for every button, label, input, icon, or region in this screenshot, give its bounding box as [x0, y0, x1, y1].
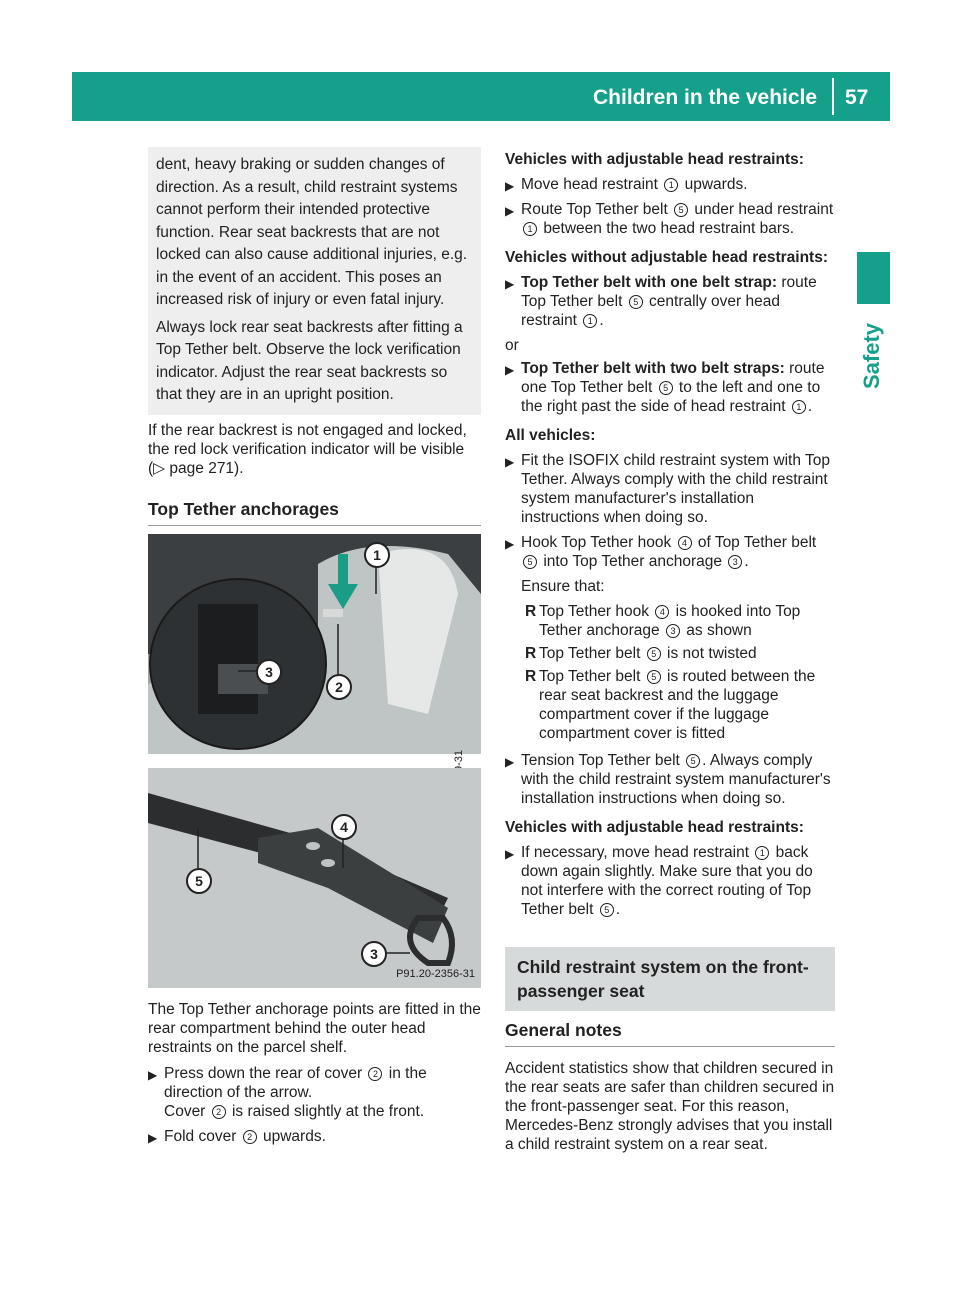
- side-tab-marker: [857, 252, 890, 304]
- bullet-icon: R: [525, 603, 537, 620]
- callout-number: 5: [647, 670, 661, 684]
- callout-number: 5: [629, 295, 643, 309]
- section-title-box: Child restraint system on the front-passenger seat: [505, 947, 835, 1011]
- callout-number: 5: [647, 647, 661, 661]
- subheading: Vehicles without adjustable head restraints:: [505, 249, 829, 266]
- figure-callout-3: 3: [361, 941, 387, 967]
- callout-number: 1: [583, 314, 597, 328]
- arrow-right-icon: ▶: [505, 179, 515, 193]
- figure-code: P91.20-2356-31: [396, 967, 475, 980]
- figure-callout-2: 2: [326, 674, 352, 700]
- instruction-step: ▶ Tension Top Tether belt 5 . Always comply with the child restraint system manufacturer's installation instructions when doing so.: [505, 752, 831, 807]
- callout-number: 4: [655, 605, 669, 619]
- instruction-step: ▶ Top Tether belt with two belt straps: route one Top Tether belt 5 to the left and one to the right past the side of head restraint 1 .: [505, 360, 825, 415]
- callout-number: 5: [659, 381, 673, 395]
- section-title: General notes: [505, 1021, 835, 1047]
- instruction-step: ▶ Top Tether belt with one belt strap: route Top Tether belt 5 centrally over head restraint 1 .: [505, 274, 817, 329]
- instruction-step: ▶ Fold cover 2 upwards.: [148, 1127, 481, 1146]
- arrow-right-icon: ▶: [148, 1130, 158, 1145]
- instruction-step: ▶ Press down the rear of cover 2 in the direction of the arrow. Cover 2 is raised slightly at the front.: [148, 1064, 427, 1120]
- arrow-right-icon: ▶: [505, 537, 515, 551]
- callout-number: 2: [243, 1130, 257, 1144]
- callout-number: 5: [523, 555, 537, 569]
- callout-number: 1: [755, 846, 769, 860]
- subheading: Vehicles with adjustable head restraints:: [505, 819, 804, 836]
- arrow-right-icon: ▶: [505, 847, 515, 861]
- or-text: or: [505, 337, 519, 354]
- left-column: [148, 150, 481, 1152]
- figure-callout-5: 5: [186, 868, 212, 894]
- callout-number: 3: [666, 624, 680, 638]
- side-tab-label: Safety: [859, 322, 884, 390]
- callout-number: 2: [212, 1105, 226, 1119]
- arrow-right-icon: ▶: [505, 277, 515, 291]
- arrow-right-icon: ▶: [505, 363, 515, 377]
- instruction-step: ▶ Move head restraint 1 upwards.: [505, 175, 835, 194]
- instruction-step: ▶ Fit the ISOFIX child restraint system with Top Tether. Always comply with the child restraint system manufacturer's installation instructions when doing so.: [505, 452, 830, 526]
- figure-callout-1: 1: [364, 542, 390, 568]
- callout-number: 1: [792, 400, 806, 414]
- callout-number: 1: [664, 178, 678, 192]
- anchorage-paragraph: The Top Tether anchorage points are fitted in the rear compartment behind the outer head restraints on the parcel shelf.: [148, 1000, 481, 1056]
- arrow-right-icon: ▶: [505, 755, 515, 769]
- subheading: Vehicles with adjustable head restraints:: [505, 151, 804, 168]
- warning-box: [148, 147, 481, 415]
- callout-number: 5: [686, 754, 700, 768]
- bullet-item: R Top Tether hook 4 is hooked into Top Tether anchorage 3 as shown: [525, 603, 801, 639]
- instruction-step: ▶ Hook Top Tether hook 4 of Top Tether belt 5 into Top Tether anchorage 3 .: [505, 534, 817, 570]
- right-column: [505, 150, 835, 1163]
- figure-image: [148, 534, 481, 754]
- figure-callout-4: 4: [331, 814, 357, 840]
- figure-top-tether-cover: [148, 534, 481, 754]
- callout-number: 5: [600, 903, 614, 917]
- figure-callout-3: 3: [256, 659, 282, 685]
- arrow-right-icon: ▶: [505, 455, 515, 469]
- page-number: 57: [845, 86, 869, 109]
- page-reference-link[interactable]: page 271).: [169, 459, 244, 477]
- bullet-item: R Top Tether belt 5 is not twisted: [525, 645, 757, 662]
- header-divider: [832, 78, 834, 115]
- ensure-text: Ensure that:: [521, 578, 605, 595]
- callout-number: 2: [368, 1067, 382, 1081]
- backrest-paragraph: If the rear backrest is not engaged and locked, the red lock verification indicator will be visible (▷ page 271).: [148, 421, 467, 477]
- warning-paragraph: Always lock rear seat backrests after fitting a Top Tether belt. Observe the lock verification indicator. Adjust the rear seat backrests so that they are in an upright position.: [156, 318, 463, 403]
- bullet-item: R Top Tether belt 5 is routed between the rear seat backrest and the luggage compartment cover if the luggage compartment cover is fitted: [525, 668, 816, 742]
- instruction-step: ▶ Route Top Tether belt 5 under head restraint 1 between the two head restraint bars.: [505, 201, 834, 237]
- section-title: Top Tether anchorages: [148, 500, 481, 526]
- bullet-icon: R: [525, 645, 537, 662]
- callout-number: 1: [523, 222, 537, 236]
- arrow-right-icon: ▶: [505, 204, 515, 218]
- chapter-title: Children in the vehicle: [593, 86, 818, 109]
- general-notes-paragraph: Accident statistics show that children secured in the rear seats are safer than children secured in the front-passenger seat. For this reason, Mercedes-Benz strongly advises that you install a child restraint system on a rear seat.: [505, 1060, 835, 1153]
- instruction-step: ▶ If necessary, move head restraint 1 back down again slightly. Make sure that you do not interfere with the correct routing of Top Tether belt 5 .: [505, 844, 813, 918]
- callout-number: 5: [674, 203, 688, 217]
- page-ref-icon: ▷: [153, 459, 166, 477]
- arrow-right-icon: ▶: [148, 1067, 158, 1082]
- callout-number: 3: [728, 555, 742, 569]
- callout-number: 4: [678, 536, 692, 550]
- figure-top-tether-hook: [148, 768, 481, 988]
- bullet-icon: R: [525, 668, 537, 685]
- warning-paragraph: dent, heavy braking or sudden changes of direction. As a result, child restraint systems cannot perform their intended protective function. Rear seat backrests that are not locked can also cause additional injuries, e.g. in the event of an accident. This poses an increased risk of injury or even fatal injury.: [156, 156, 468, 308]
- subheading: All vehicles:: [505, 427, 596, 444]
